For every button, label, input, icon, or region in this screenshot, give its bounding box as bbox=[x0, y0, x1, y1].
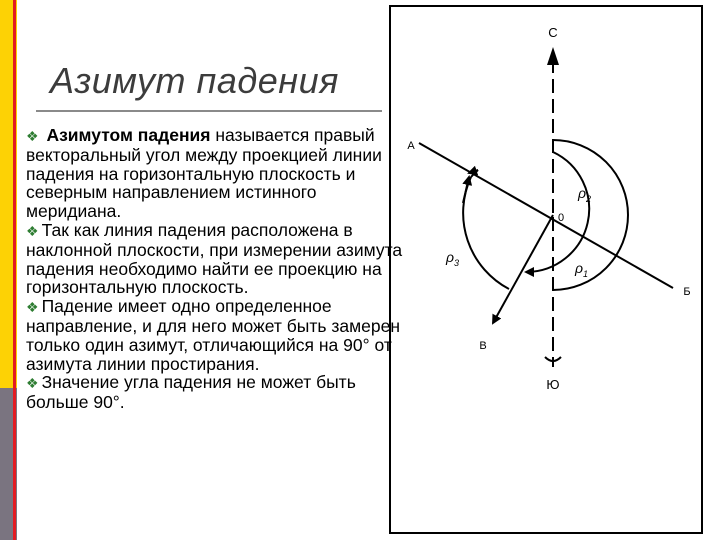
paragraph-text: Значение угла падения не может быть больше 90°. bbox=[26, 372, 356, 413]
label-center: 0 bbox=[557, 212, 565, 224]
north-arrowhead-icon bbox=[547, 47, 559, 65]
label-b: Б bbox=[683, 286, 691, 298]
paragraph-dip-line bbox=[26, 221, 406, 297]
term-bold: Азимутом падения bbox=[46, 125, 211, 145]
label-rho1: $\rho_1$ bbox=[575, 260, 589, 279]
bullet-icon: ❖ bbox=[26, 299, 39, 316]
paragraph-text: Падение имеет одно определенное направление, и для него может быть замерен только один азимут, отличающийся на 90° от азимута линии простирания. bbox=[26, 296, 401, 374]
paragraph-text: называется правый векторальный угол между проекцией линии падения на горизонтальную плоскость и северным направлением истинного меридиана. bbox=[26, 125, 382, 222]
label-a: А bbox=[407, 140, 415, 152]
bullet-icon: ❖ bbox=[26, 375, 39, 392]
paragraph-direction bbox=[26, 297, 406, 373]
slide-title: Азимут падения bbox=[50, 60, 339, 101]
label-v: В bbox=[479, 340, 487, 352]
paragraph-limit bbox=[26, 373, 406, 412]
slide-body bbox=[26, 126, 406, 412]
label-north: С bbox=[548, 25, 558, 40]
accent-stripe-red bbox=[13, 0, 16, 540]
label-rho2: $\rho_2$ bbox=[578, 185, 592, 204]
rho3-pointer bbox=[463, 177, 469, 203]
arc-rho3 bbox=[463, 177, 509, 289]
label-south: Ю bbox=[546, 377, 560, 392]
paragraph-definition bbox=[26, 126, 406, 221]
title-underline bbox=[36, 110, 382, 112]
bullet-icon: ❖ bbox=[26, 222, 39, 239]
azimuth-diagram bbox=[389, 5, 703, 534]
bullet-icon: ❖ bbox=[26, 128, 39, 144]
label-rho3: $\rho_3$ bbox=[446, 249, 460, 268]
arc-rho2 bbox=[553, 140, 628, 290]
paragraph-text: Так как линия падения расположена в наклонной плоскости, при измерении азимута падения необходимо найти ее проекцию на горизонтальную плоскость. bbox=[26, 219, 403, 298]
